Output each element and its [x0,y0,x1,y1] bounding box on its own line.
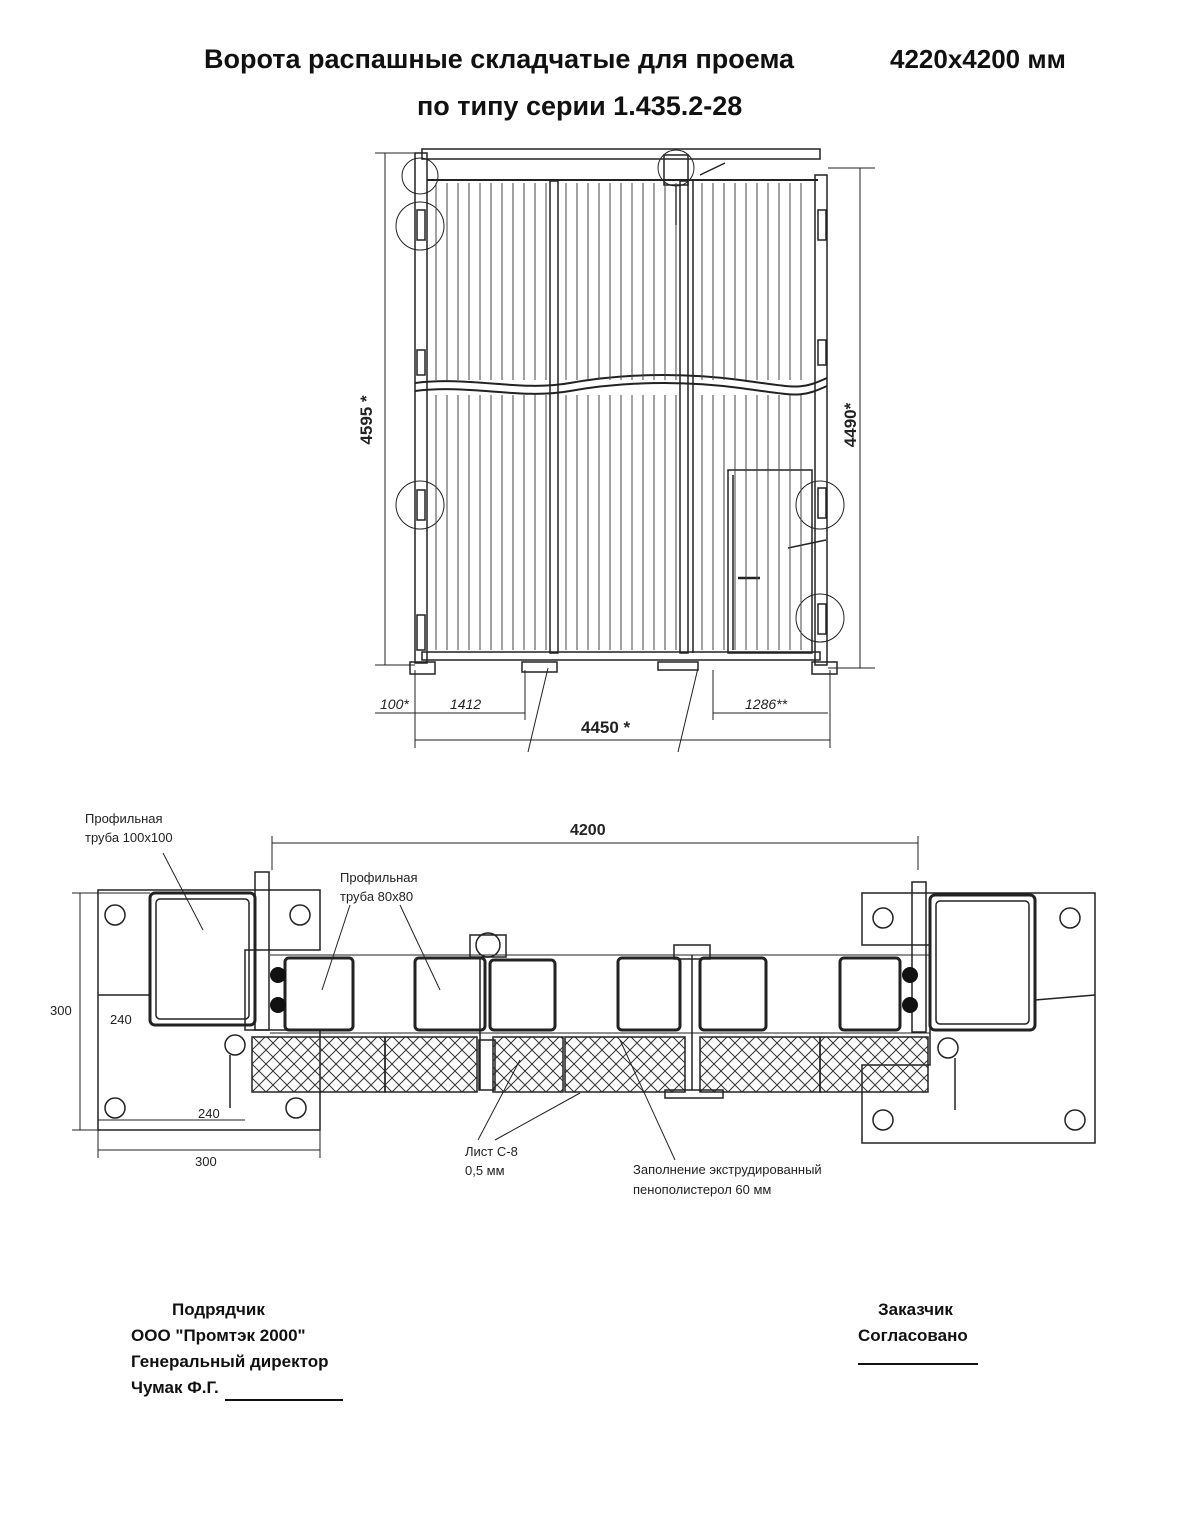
contractor-title: Подрядчик [172,1300,265,1319]
dim-height-right: 4490* [841,402,860,448]
contractor-signature-block [131,1297,343,1401]
left-anchor-plate [98,890,320,1130]
contractor-signature-line [225,1383,343,1401]
contractor-name: Чумак Ф.Г. [131,1378,219,1397]
series-reference: по типу серии 1.435.2-28 [417,91,743,121]
customer-signature-line [858,1349,978,1365]
dim-bottom-total: 4450 * [581,718,631,737]
insulation-panel-5 [700,1037,820,1092]
label-fill-line2: пенополистерол 60 мм [633,1182,772,1197]
opening-size: 4220х4200 мм [890,44,1066,74]
frame-tubes-80x80 [285,958,900,1030]
customer-status: Согласовано [858,1326,968,1345]
elevation-dimensions [375,153,875,752]
dim-plate-width: 300 [195,1154,217,1169]
insulation-panel-1 [252,1037,385,1092]
right-post-tube [930,895,1035,1030]
customer-signature-block [858,1297,978,1375]
contractor-position: Генеральный директор [131,1352,329,1371]
dim-plate-height: 300 [50,1003,72,1018]
leaf-divider-1 [550,181,558,653]
plan-section [98,872,1095,1143]
dim-leaf-right: 1286** [745,696,788,712]
label-frame-line2: труба 80х80 [340,889,414,904]
rubber-gaskets [270,967,918,1013]
leaf-divider-2 [680,181,688,653]
label-sheet-line2: 0,5 мм [465,1163,505,1178]
label-sheet-line1: Лист С-8 [465,1144,518,1159]
dim-inner-vertical: 240 [110,1012,132,1027]
dim-height-left: 4595 * [357,395,376,445]
right-post [815,175,827,665]
contractor-org: ООО "Промтэк 2000" [131,1326,306,1345]
right-anchor-plate [862,893,1095,1143]
customer-title: Заказчик [878,1300,953,1319]
label-fill-line1: Заполнение экструдированный [633,1162,822,1177]
insulation-panel-2 [385,1037,477,1092]
left-foot [410,662,435,674]
label-post-line2: труба 100х100 [85,830,173,845]
dim-offset-left: 100* [380,696,409,712]
left-hinge-plate [255,872,269,1030]
drawing-title: Ворота распашные складчатые для проема [204,44,795,74]
dim-inner-horizontal: 240 [198,1106,220,1121]
wicket-door [728,470,812,653]
insulation-panel-4 [565,1037,685,1092]
corrugated-sheet-ribs [436,183,801,650]
label-post-line1: Профильная [85,811,163,826]
top-beam [422,149,820,159]
insulation-panel-6 [820,1037,928,1092]
insulation-panel-3 [493,1037,563,1092]
gate-elevation [396,149,844,674]
dim-opening: 4200 [570,822,606,839]
label-frame-line1: Профильная [340,870,418,885]
dim-leaf-left: 1412 [450,696,482,712]
left-post-tube [150,893,255,1025]
